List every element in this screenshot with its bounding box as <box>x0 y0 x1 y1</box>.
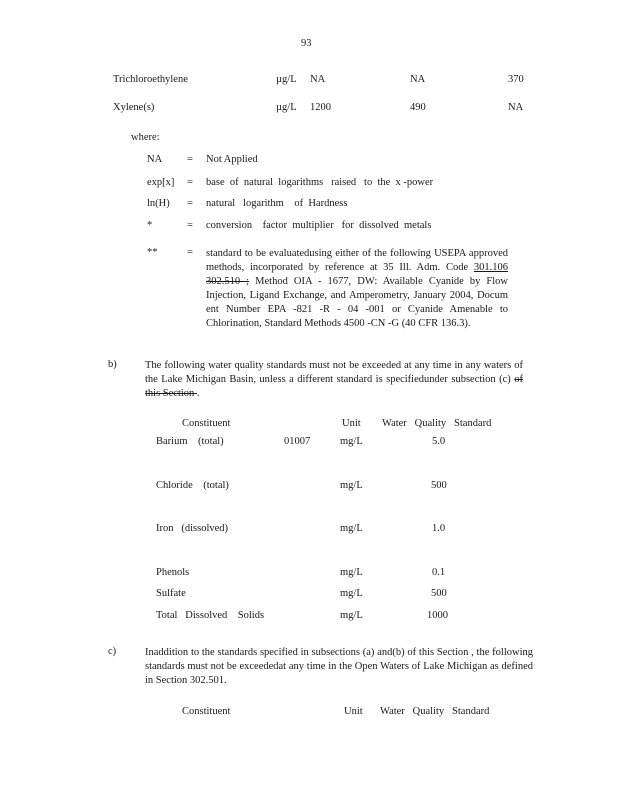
row-name: Xylene(s) <box>113 102 155 113</box>
row-unit: µg/L <box>276 102 297 113</box>
definition-equals: = <box>187 220 193 231</box>
column-header-standard: Water Quality Standard <box>380 706 490 717</box>
section-c-text: Inaddition to the standards specified in subsections (a) and(b) of this Section , the following standards must not be exceededat any time in the Open Waters of Lake Michigan as defined in Section 302.501. <box>145 647 533 686</box>
definition-equals: = <box>187 154 193 165</box>
definition-text: Not Applied <box>206 154 258 165</box>
definition-term: * <box>147 220 153 231</box>
column-header-constituent: Constituent <box>182 418 231 429</box>
section-b-text <box>145 359 523 401</box>
section-b-text-end: . <box>196 388 200 399</box>
definition-text-part: standard to be evaluatedusing either of the following USEPA approved methods, incorporated by reference at 35 Ill. Adm. Code <box>206 248 508 273</box>
table-row-name: Phenols <box>156 567 190 578</box>
table-row-unit: mg/L <box>340 567 363 578</box>
table-row-value: 5.0 <box>432 436 446 447</box>
section-c-label: c) <box>108 646 117 657</box>
table-row-name: Iron (dissolved) <box>156 523 229 534</box>
section-b-label: b) <box>108 359 117 370</box>
table-row-unit: mg/L <box>340 480 363 491</box>
row-value-2: NA <box>410 74 426 85</box>
definition-text: base of natural logarithms raised to the x -power <box>206 177 434 188</box>
table-row-unit: mg/L <box>340 588 363 599</box>
row-name: Trichloroethylene <box>113 74 188 85</box>
table-row-unit: mg/L <box>340 610 363 621</box>
definition-text: conversion factor multiplier for dissolved metals <box>206 220 432 231</box>
definition-text-part: Method OIA - 1677, DW: Available Cyanide by Flow Injection, Ligand Exchange, and Amperometry, January 2004, Docum ent Number EPA -821 -R - 04 -001 or Cyanide Amenable to Chlorination, Standard Methods 4500 -CN -G (40 CFR 136.3). <box>206 276 509 329</box>
definition-equals: = <box>187 198 193 209</box>
definition-equals: = <box>187 247 193 258</box>
definition-term: ln(H) <box>147 198 170 209</box>
code-reference-added: 301.106 <box>473 262 508 273</box>
table-row-name: Total Dissolved Solids <box>156 610 265 621</box>
row-value-2: 490 <box>410 102 426 113</box>
row-value-1: 1200 <box>310 102 331 113</box>
row-unit: µg/L <box>276 74 297 85</box>
table-row-code: 01007 <box>284 436 311 447</box>
definition-term: ** <box>147 247 158 258</box>
code-reference-deleted: 302.510 ; <box>206 276 250 287</box>
section-b-text-part: The following water quality standards must not be exceeded at any time in any waters of the Lake Michigan Basin, unless a different standard is specifiedunder subsection (c) <box>145 360 523 385</box>
table-row-name: Sulfate <box>156 588 186 599</box>
column-header-unit: Unit <box>344 706 363 717</box>
table-row-value: 500 <box>431 480 447 491</box>
table-row-unit: mg/L <box>340 436 363 447</box>
where-label: where: <box>131 132 160 143</box>
definition-equals: = <box>187 177 193 188</box>
row-value-1: NA <box>310 74 326 85</box>
table-row-value: 500 <box>431 588 447 599</box>
column-header-constituent: Constituent <box>182 706 231 717</box>
row-value-3: 370 <box>508 74 524 85</box>
section-b-deleted-text: of this Section <box>145 374 523 399</box>
definition-text-methods <box>206 247 508 331</box>
column-header-standard: Water Quality Standard <box>382 418 492 429</box>
definition-text: natural logarithm of Hardness <box>206 198 348 209</box>
definition-term: exp[x] <box>147 177 175 188</box>
table-row-value: 1000 <box>427 610 448 621</box>
definition-term: NA <box>147 154 163 165</box>
table-row-name: Barium (total) <box>156 436 224 447</box>
table-row-value: 1.0 <box>432 523 446 534</box>
table-row-value: 0.1 <box>432 567 446 578</box>
page-number: 93 <box>301 38 312 49</box>
column-header-unit: Unit <box>342 418 361 429</box>
table-row-unit: mg/L <box>340 523 363 534</box>
table-row-name: Chloride (total) <box>156 480 229 491</box>
row-value-3: NA <box>508 102 524 113</box>
